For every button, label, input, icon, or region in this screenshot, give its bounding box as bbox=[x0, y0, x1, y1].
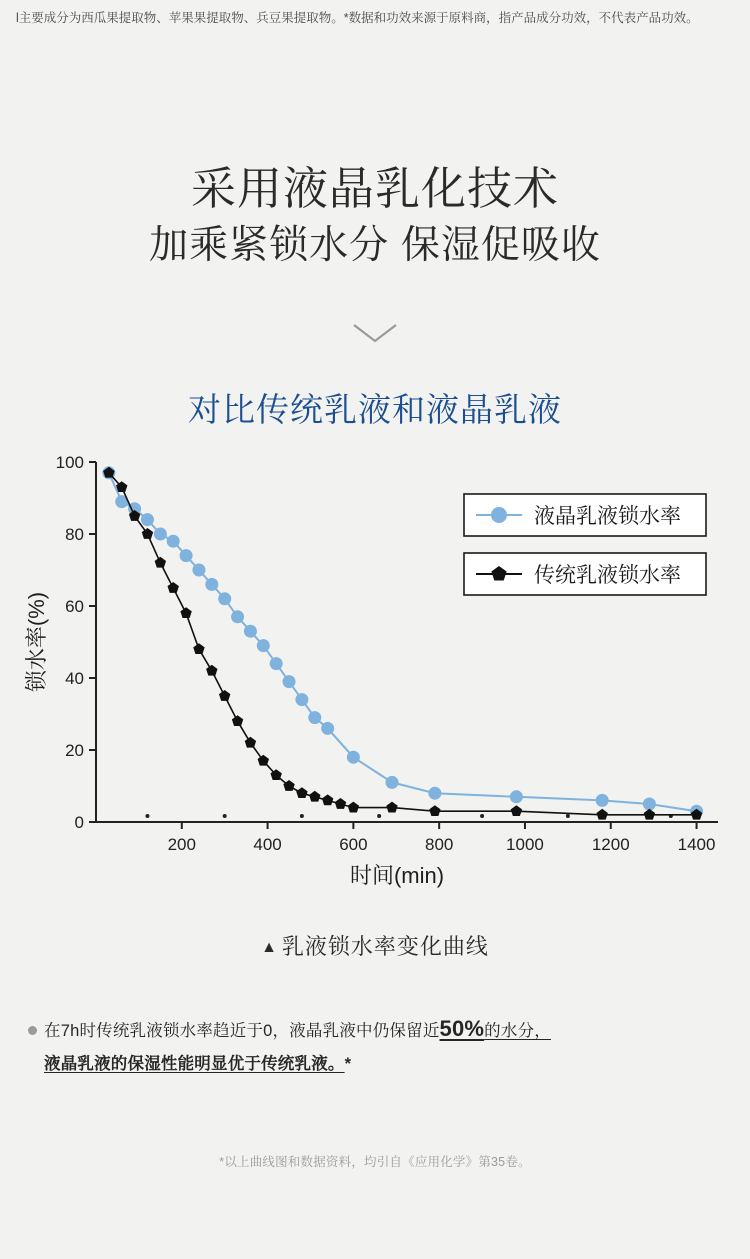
chart-caption bbox=[0, 930, 750, 961]
svg-text:液晶乳液锁水率: 液晶乳液锁水率 bbox=[534, 505, 681, 528]
svg-text:1000: 1000 bbox=[506, 835, 544, 854]
chart-caption-text: 乳液锁水率变化曲线 bbox=[281, 934, 489, 959]
svg-text:200: 200 bbox=[167, 835, 196, 854]
svg-text:60: 60 bbox=[65, 597, 84, 616]
conclusion-text-a: 在7h时传统乳液锁水率趋近于0，液晶乳液中仍保留近 bbox=[44, 1022, 440, 1040]
conclusion-asterisk: * bbox=[344, 1055, 352, 1073]
headline-line-2: 加乘紧锁水分 保湿促吸收 bbox=[149, 224, 601, 267]
source-note: *以上曲线图和数据资料，均引自《应用化学》第35卷。 bbox=[219, 1155, 531, 1169]
conclusion-text-b: 的水分， bbox=[484, 1022, 551, 1040]
svg-text:1200: 1200 bbox=[591, 835, 630, 854]
conclusion-block bbox=[28, 1013, 728, 1080]
conclusion-line-2 bbox=[44, 1049, 728, 1080]
svg-text:400: 400 bbox=[253, 835, 282, 854]
chart-canvas bbox=[18, 452, 732, 907]
svg-text:80: 80 bbox=[65, 525, 84, 544]
headline-block bbox=[0, 160, 750, 274]
svg-text:40: 40 bbox=[65, 669, 84, 688]
svg-text:1400: 1400 bbox=[677, 835, 716, 854]
triangle-marker-icon: ▲ bbox=[261, 939, 278, 956]
svg-text:时间(min): 时间(min) bbox=[349, 863, 445, 888]
chevron-down-icon bbox=[0, 322, 750, 348]
svg-text:20: 20 bbox=[65, 741, 84, 760]
svg-text:0: 0 bbox=[74, 813, 84, 832]
conclusion-text-c: 液晶乳液的保湿性能明显优于传统乳液。 bbox=[44, 1055, 345, 1073]
svg-text:800: 800 bbox=[424, 835, 454, 854]
bullet-dot-icon bbox=[28, 1026, 37, 1035]
section-subtitle: 对比传统乳液和液晶乳液 bbox=[188, 391, 562, 428]
svg-text:600: 600 bbox=[339, 835, 368, 854]
moisture-retention-chart bbox=[18, 452, 732, 907]
svg-text:100: 100 bbox=[55, 453, 84, 472]
top-disclaimer: l主要成分为西瓜果提取物、苹果果提取物、兵豆果提取物。*数据和功效来源于原料商，指产品成分功效，不代表产品功效。 bbox=[16, 11, 699, 25]
headline-line-1: 采用液晶乳化技术 bbox=[190, 163, 559, 214]
conclusion-highlight-value: 50% bbox=[439, 1016, 485, 1041]
svg-text:锁水率(%): 锁水率(%) bbox=[24, 591, 49, 693]
svg-text:传统乳液锁水率: 传统乳液锁水率 bbox=[534, 564, 681, 587]
